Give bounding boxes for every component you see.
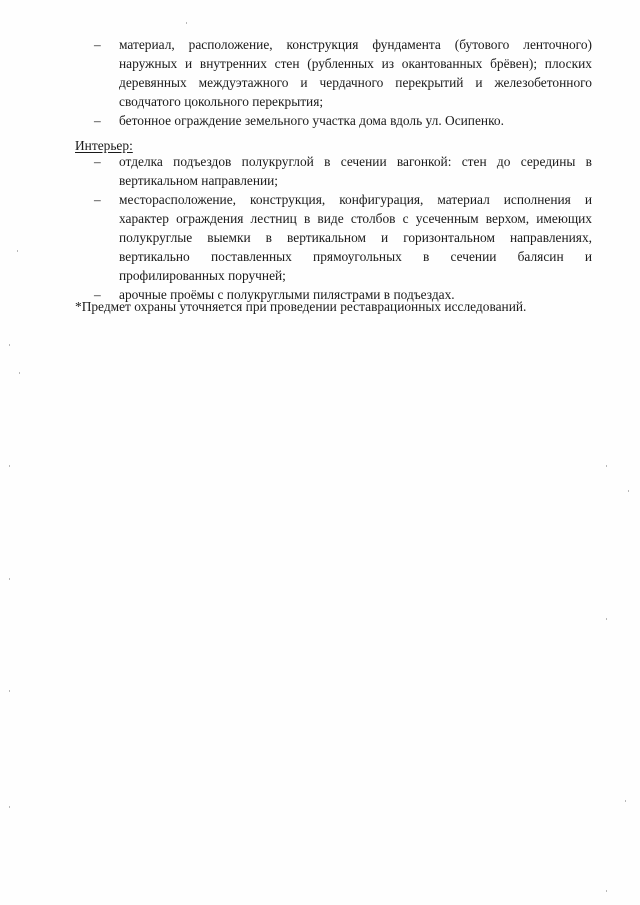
list-item-text: бетонное ограждение земельного участка дома вдоль ул. Осипенко. — [119, 113, 504, 128]
list-item-text: отделка подъездов полукруглой в сечении вагонкой: стен до середины в вертикальном направлении; — [119, 154, 592, 188]
list-item-staircase-railings — [82, 190, 592, 285]
scan-speck — [628, 490, 629, 492]
list-dash: – — [94, 192, 101, 207]
list-item-concrete-fence — [82, 111, 592, 130]
interior-protected-items-list — [82, 152, 592, 304]
list-dash: – — [94, 113, 101, 128]
scan-speck — [17, 250, 18, 252]
scan-speck — [625, 800, 626, 802]
list-item-text: арочные проёмы с полукруглыми пилястрами в подъездах. — [119, 287, 455, 302]
scan-speck — [9, 806, 10, 808]
exterior-protected-items-list — [82, 35, 592, 130]
scan-speck — [9, 465, 10, 467]
list-item-entrance-paneling — [82, 152, 592, 190]
list-dash: – — [94, 287, 101, 302]
footnote-restoration-note: *Предмет охраны уточняется при проведении реставрационных исследований. — [75, 299, 527, 314]
scan-speck — [606, 890, 607, 892]
list-dash: – — [94, 154, 101, 169]
scan-speck — [9, 344, 10, 346]
list-item-foundation-walls-floors — [82, 35, 592, 111]
interior-section-heading: Интерьер: — [75, 138, 133, 153]
scan-speck — [19, 372, 20, 374]
scan-speck — [9, 578, 10, 580]
list-dash: – — [94, 37, 101, 52]
scan-speck — [9, 690, 10, 692]
scan-speck — [186, 22, 187, 24]
list-item-text: материал, расположение, конструкция фундамента (бутового ленточного) наружных и внутренних стен (рубленных из окантованных брёвен); плоских деревянных междуэтажного и чердачного перекрытий и железобетонного сводчатого цокольного перекрытия; — [119, 37, 592, 109]
scan-speck — [606, 465, 607, 467]
list-item-text: месторасположение, конструкция, конфигурация, материал исполнения и характер ограждения лестниц в виде столбов с усеченным верхом, имеющих полукруглые выемки в вертикальном и горизонтальном направлениях, вертикально поставленных прямоугольных в сечении балясин и профилированных поручней; — [119, 192, 592, 283]
scan-speck — [606, 618, 607, 620]
